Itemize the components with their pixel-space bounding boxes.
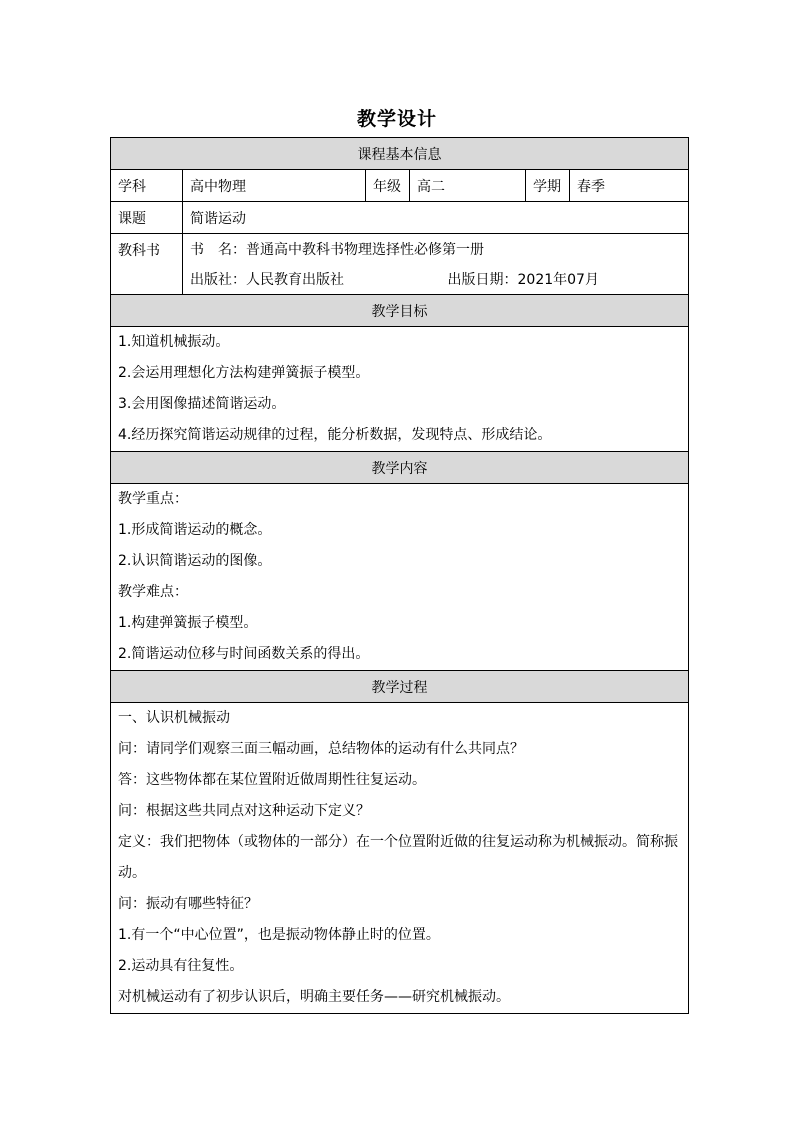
- basic-info-header: 课程基本信息: [111, 138, 689, 170]
- difficult-point-item: 2.简谐运动位移与时间函数关系的得出。: [118, 646, 370, 662]
- textbook-label: 教科书: [111, 234, 183, 295]
- process-summary: 对机械运动有了初步认识后，明确主要任务——研究机械振动。: [118, 989, 510, 1005]
- process-cell: [111, 703, 689, 1014]
- objectives-header-row: [111, 295, 689, 327]
- textbook-row-1: [111, 234, 689, 265]
- term-value: 春季: [570, 170, 689, 202]
- process-section-title: 一、认识机械振动: [118, 710, 230, 726]
- book-name: 书 名：普通高中教科书物理选择性必修第一册: [183, 234, 689, 265]
- feature-1: 1.有一个“中心位置”，也是振动物体静止时的位置。: [118, 927, 440, 943]
- objective-item: 4.经历探究简谐运动规律的过程，能分析数据，发现特点、形成结论。: [118, 427, 552, 443]
- textbook-row-2: [111, 264, 689, 295]
- content-cell: [111, 484, 689, 671]
- question-2: 问：根据这些共同点对这种运动下定义？: [118, 803, 370, 819]
- answer-1: 答：这些物体都在某位置附近做周期性往复运动。: [118, 772, 426, 788]
- publisher: 出版社：人民教育出版社: [183, 264, 410, 295]
- process-header: 教学过程: [111, 671, 689, 703]
- publish-date: 出版日期：2021年07月: [410, 264, 689, 295]
- subject-value: 高中物理: [183, 170, 366, 202]
- objective-item: 2.会运用理想化方法构建弹簧振子模型。: [118, 365, 370, 381]
- topic-label: 课题: [111, 202, 183, 234]
- lesson-plan-table: [110, 137, 689, 1014]
- question-1: 问：请同学们观察三面三幅动画，总结物体的运动有什么共同点？: [118, 741, 524, 757]
- subject-row: [111, 170, 689, 202]
- difficult-points-label: 教学难点：: [118, 584, 188, 600]
- basic-info-header-row: [111, 138, 689, 170]
- key-point-item: 1.形成简谐运动的概念。: [118, 522, 272, 538]
- content-header-row: [111, 452, 689, 484]
- content-row: [111, 484, 689, 671]
- definition-text: 定义：我们把物体（或物体的一部分）在一个位置附近做的往复运动称为机械振动。简称振动。: [118, 834, 678, 881]
- term-label: 学期: [526, 170, 570, 202]
- content-header: 教学内容: [111, 452, 689, 484]
- objective-item: 1.知道机械振动。: [118, 334, 230, 350]
- objective-item: 3.会用图像描述简谐运动。: [118, 396, 286, 412]
- feature-2: 2.运动具有往复性。: [118, 958, 244, 974]
- objectives-header: 教学目标: [111, 295, 689, 327]
- key-points-label: 教学重点：: [118, 491, 188, 507]
- document-title: 教学设计: [356, 108, 437, 130]
- topic-row: [111, 202, 689, 234]
- process-row: [111, 703, 689, 1014]
- topic-value: 简谐运动: [183, 202, 689, 234]
- process-header-row: [111, 671, 689, 703]
- subject-label: 学科: [111, 170, 183, 202]
- grade-label: 年级: [366, 170, 410, 202]
- objectives-cell: [111, 327, 689, 452]
- objectives-row: [111, 327, 689, 452]
- key-point-item: 2.认识简谐运动的图像。: [118, 553, 272, 569]
- difficult-point-item: 1.构建弹簧振子模型。: [118, 615, 258, 631]
- grade-value: 高二: [410, 170, 526, 202]
- question-3: 问：振动有哪些特征？: [118, 896, 258, 912]
